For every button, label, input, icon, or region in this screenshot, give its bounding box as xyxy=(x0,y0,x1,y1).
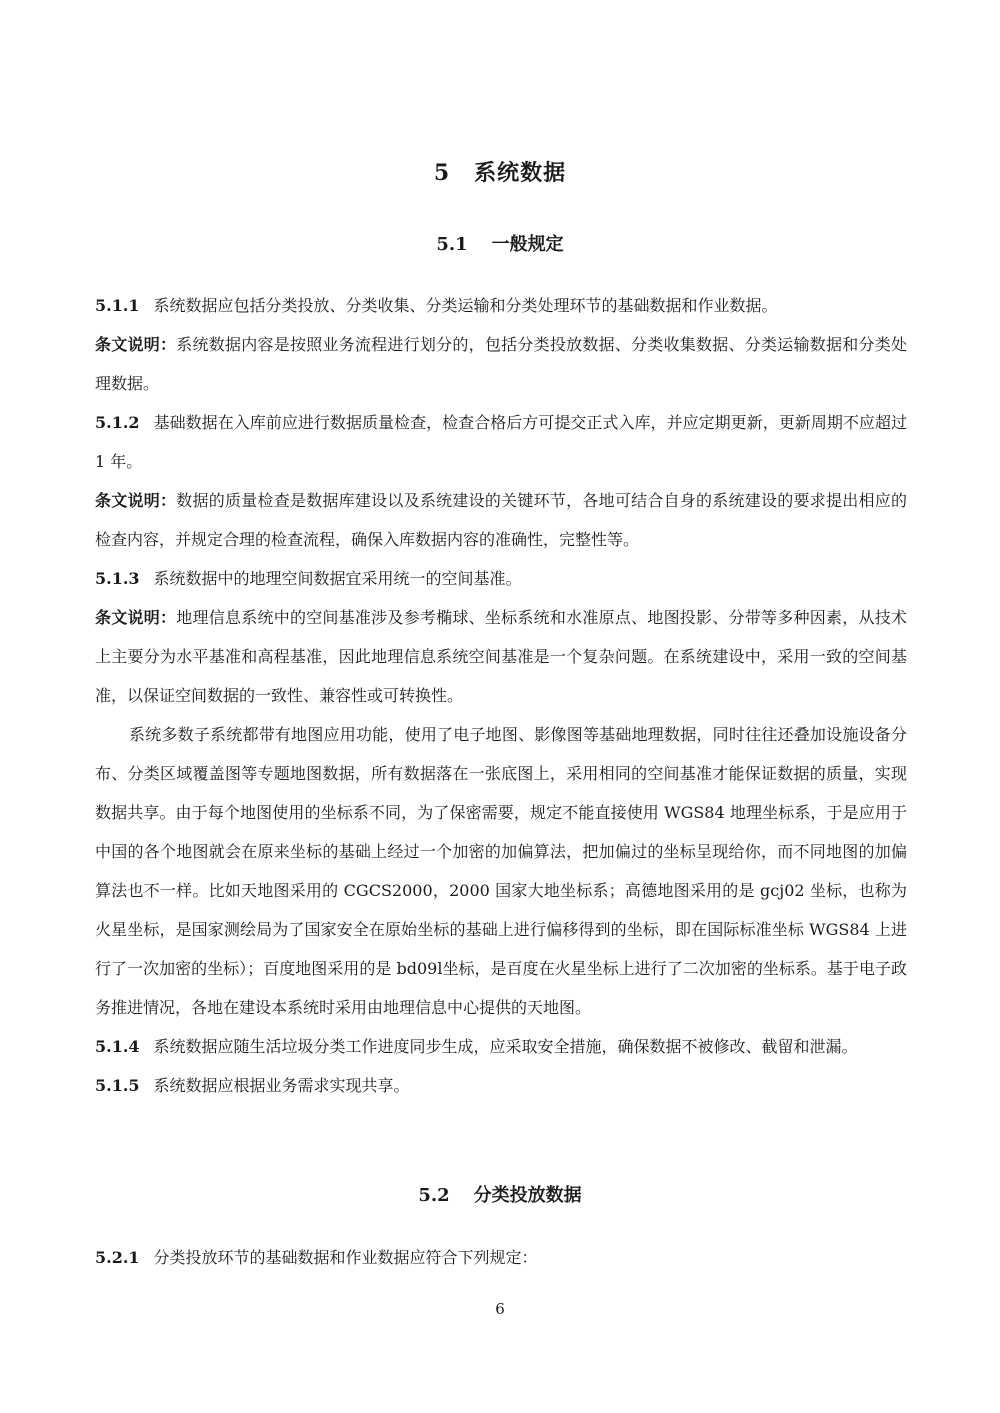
chapter-number: 5 xyxy=(433,160,451,186)
chapter-title xyxy=(0,156,1000,187)
section-title-5-2 xyxy=(0,1181,1000,1207)
section-name: 分类投放数据 xyxy=(473,1185,582,1206)
clause-note-5-1-3 xyxy=(95,598,907,715)
clause-text: 分类投放环节的基础数据和作业数据应符合下列规定： xyxy=(153,1248,538,1267)
clause-number: 5.1.3 xyxy=(95,569,140,588)
note-text: 系统多数子系统都带有地图应用功能，使用了电子地图、影像图等基础地理数据，同时往往还叠加设施设备分布、分类区域覆盖图等专题地图数据，所有数据落在一张底图上，采用相同的空间基准才能保证数据的质量，实现数据共享。由于每个地图使用的坐标系不同，为了保密需要，规定不能直接使用 WGS84 地理坐标系，于是应用于中国的各个地图就会在原来坐标的基础上经过一个加密的加偏算法，把加偏过的坐标呈现给你，而不同地图的加偏算法也不一样。比如天地图采用的 CGCS2000，2000 国家大地坐标系；高德地图采用的是 gcj02 坐标，也称为火星坐标，是国家测绘局为了国家安全在原始坐标的基础上进行偏移得到的坐标，即在国际标准坐标 WGS84 上进行了一次加密的坐标）；百度地图采用的是 bd09l坐标，是百度在火星坐标上进行了二次加密的坐标系。基于电子政务推进情况，各地在建设本系统时采用由地理信息中心提供的天地图。 xyxy=(95,725,907,1017)
clause-text: 系统数据应包括分类投放、分类收集、分类运输和分类处理环节的基础数据和作业数据。 xyxy=(153,296,778,315)
clause-number: 5.1.2 xyxy=(95,413,140,432)
note-label: 条文说明： xyxy=(95,491,177,510)
clause-5-1-3 xyxy=(95,559,907,598)
section-name: 一般规定 xyxy=(491,234,564,255)
note-text: 系统数据内容是按照业务流程进行划分的，包括分类投放数据、分类收集数据、分类运输数据和分类处理数据。 xyxy=(95,335,907,393)
clause-number: 5.1.5 xyxy=(95,1076,140,1095)
note-label: 条文说明： xyxy=(95,608,177,627)
clause-number: 5.2.1 xyxy=(95,1248,140,1267)
clause-text: 系统数据应根据业务需求实现共享。 xyxy=(153,1076,410,1095)
note-text: 地理信息系统中的空间基准涉及参考椭球、坐标系统和水准原点、地图投影、分带等多种因素，从技术上主要分为水平基准和高程基准，因此地理信息系统空间基准是一个复杂问题。在系统建设中，采用一致的空间基准，以保证空间数据的一致性、兼容性或可转换性。 xyxy=(95,608,907,705)
page-number: 6 xyxy=(495,1300,505,1318)
section-number: 5.2 xyxy=(418,1185,450,1206)
clause-5-2-1 xyxy=(95,1238,907,1277)
note-label: 条文说明： xyxy=(95,335,177,354)
note-text: 数据的质量检查是数据库建设以及系统建设的关键环节，各地可结合自身的系统建设的要求提出相应的检查内容，并规定合理的检查流程，确保入库数据内容的准确性，完整性等。 xyxy=(95,491,907,549)
section-number: 5.1 xyxy=(436,234,468,255)
clause-5-1-5 xyxy=(95,1066,907,1105)
clause-text: 系统数据应随生活垃圾分类工作进度同步生成，应采取安全措施，确保数据不被修改、截留和泄漏。 xyxy=(153,1037,858,1056)
clause-5-1-1 xyxy=(95,286,907,325)
clause-text: 系统数据中的地理空间数据宜采用统一的空间基准。 xyxy=(153,569,522,588)
section-5-2-body xyxy=(95,1238,907,1277)
clause-5-1-2 xyxy=(95,403,907,481)
clause-note-5-1-3-continued xyxy=(95,715,907,1027)
section-5-1-body xyxy=(95,286,907,1105)
clause-note-5-1-1 xyxy=(95,325,907,403)
clause-5-1-4 xyxy=(95,1027,907,1066)
section-title-5-1 xyxy=(0,230,1000,256)
clause-note-5-1-2 xyxy=(95,481,907,559)
clause-number: 5.1.4 xyxy=(95,1037,140,1056)
clause-text: 基础数据在入库前应进行数据质量检查，检查合格后方可提交正式入库，并应定期更新，更新周期不应超过 1 年。 xyxy=(95,413,907,471)
clause-number: 5.1.1 xyxy=(95,296,140,315)
chapter-name: 系统数据 xyxy=(474,160,567,186)
